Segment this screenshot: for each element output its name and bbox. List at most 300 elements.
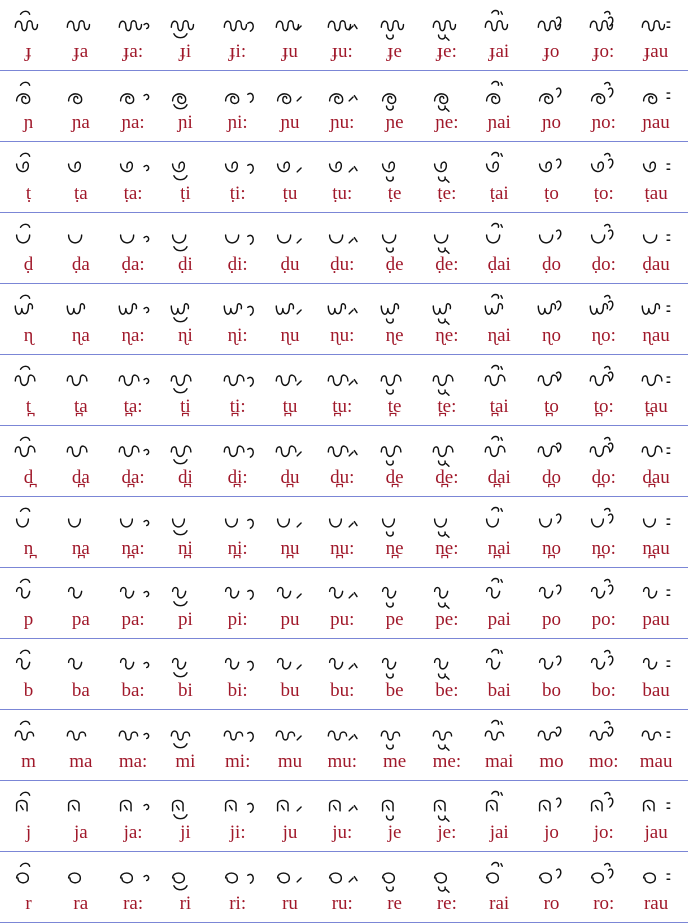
script-glyph-icon [54, 576, 107, 608]
script-glyph-icon [525, 647, 578, 679]
script-glyph-icon [420, 860, 473, 892]
syllable-cell [525, 284, 578, 354]
syllable-cell [316, 213, 369, 283]
transliteration-label: jo [544, 822, 559, 843]
syllable-cell [368, 568, 421, 638]
syllable-cell [211, 639, 264, 709]
transliteration-label: t̪e [387, 396, 402, 417]
transliteration-label: n̪e: [435, 538, 459, 559]
transliteration-label: ɳe: [435, 325, 459, 346]
transliteration-label: ɟai [489, 41, 510, 62]
transliteration-label: d̪e [385, 467, 404, 488]
syllable-cell [420, 426, 473, 496]
script-glyph-icon [577, 647, 630, 679]
syllable-cell [159, 781, 212, 851]
syllable-row [0, 213, 688, 284]
script-glyph-icon [159, 789, 212, 821]
transliteration-label: mi [175, 751, 196, 772]
script-glyph-icon [2, 860, 55, 892]
syllable-cell [107, 0, 160, 70]
syllable-cell [316, 781, 369, 851]
script-glyph-icon [107, 860, 160, 892]
script-glyph-icon [264, 789, 317, 821]
syllable-cell [577, 355, 630, 425]
script-glyph-icon [159, 221, 212, 253]
syllable-cell [54, 852, 107, 922]
transliteration-label: ḍo: [591, 254, 616, 275]
syllable-cell [211, 284, 264, 354]
syllable-cell [368, 852, 421, 922]
syllable-cell [420, 0, 473, 70]
syllable-cell [211, 852, 264, 922]
transliteration-label: ṭe: [437, 183, 457, 204]
transliteration-label: t̪e: [437, 396, 457, 417]
syllable-cell [211, 142, 264, 212]
syllable-cell [630, 781, 683, 851]
syllable-cell [264, 213, 317, 283]
transliteration-label: n̪o: [591, 538, 616, 559]
script-glyph-icon [577, 718, 630, 750]
script-glyph-icon [630, 718, 683, 750]
script-glyph-icon [159, 292, 212, 324]
script-glyph-icon [525, 221, 578, 253]
syllable-cell [630, 710, 683, 780]
syllable-cell [473, 213, 526, 283]
script-glyph-icon [2, 718, 55, 750]
transliteration-label: ja: [123, 822, 143, 843]
transliteration-label: n̪ai [487, 538, 511, 559]
syllable-row [0, 0, 688, 71]
transliteration-label: pu [280, 609, 300, 630]
transliteration-label: ṭo: [593, 183, 614, 204]
script-glyph-icon [525, 292, 578, 324]
transliteration-label: mai [484, 751, 514, 772]
script-glyph-icon [159, 8, 212, 40]
transliteration-label: d̪u: [330, 467, 355, 488]
syllable-cell [577, 497, 630, 567]
syllable-cell [630, 355, 683, 425]
script-glyph-icon [107, 292, 160, 324]
syllable-cell [473, 568, 526, 638]
script-glyph-icon [368, 718, 421, 750]
transliteration-label: pe [385, 609, 404, 630]
script-glyph-icon [211, 221, 264, 253]
syllable-cell [211, 355, 264, 425]
script-glyph-icon [264, 434, 317, 466]
transliteration-label: ṭa: [123, 183, 143, 204]
syllable-cell [368, 142, 421, 212]
script-glyph-icon [211, 860, 264, 892]
transliteration-label: ɲi [178, 112, 193, 133]
syllable-cell [2, 497, 55, 567]
syllable-cell [368, 710, 421, 780]
transliteration-label: ra [73, 893, 89, 914]
transliteration-label: ḍo [542, 254, 561, 275]
transliteration-label: ba [71, 680, 90, 701]
syllable-cell [2, 213, 55, 283]
script-glyph-icon [577, 434, 630, 466]
script-glyph-icon [630, 434, 683, 466]
transliteration-label: mu: [327, 751, 358, 772]
syllable-cell [577, 781, 630, 851]
syllable-cell [264, 142, 317, 212]
syllable-cell [577, 0, 630, 70]
syllable-cell [264, 710, 317, 780]
script-glyph-icon [316, 221, 369, 253]
script-glyph-icon [630, 505, 683, 537]
syllable-cell [159, 497, 212, 567]
script-glyph-icon [368, 79, 421, 111]
transliteration-label: t̪ai [489, 396, 509, 417]
syllable-cell [525, 781, 578, 851]
transliteration-label: ḍu: [330, 254, 355, 275]
script-glyph-icon [630, 292, 683, 324]
script-glyph-icon [159, 79, 212, 111]
transliteration-label: ṭ [25, 183, 32, 204]
script-glyph-icon [264, 221, 317, 253]
transliteration-label: t̪u [282, 396, 298, 417]
transliteration-label: ɳu [280, 325, 300, 346]
syllable-cell [159, 213, 212, 283]
syllable-cell [54, 497, 107, 567]
script-glyph-icon [159, 860, 212, 892]
syllable-cell [420, 852, 473, 922]
syllable-cell [54, 142, 107, 212]
syllable-cell [473, 142, 526, 212]
transliteration-label: ɟi: [229, 41, 247, 62]
script-glyph-icon [316, 434, 369, 466]
syllable-cell [107, 639, 160, 709]
script-glyph-icon [473, 647, 526, 679]
transliteration-label: ɳai [487, 325, 511, 346]
script-glyph-icon [630, 576, 683, 608]
syllable-cell [211, 781, 264, 851]
script-glyph-icon [316, 150, 369, 182]
transliteration-label: re [387, 893, 402, 914]
syllable-row [0, 781, 688, 852]
transliteration-label: ɟu [282, 41, 298, 62]
script-glyph-icon [473, 8, 526, 40]
script-glyph-icon [107, 150, 160, 182]
transliteration-label: d̪o: [591, 467, 616, 488]
script-glyph-icon [577, 505, 630, 537]
syllable-cell [316, 497, 369, 567]
syllable-cell [159, 568, 212, 638]
script-glyph-icon [211, 8, 264, 40]
transliteration-label: d̪ai [487, 467, 511, 488]
syllable-cell [368, 284, 421, 354]
syllable-cell [264, 568, 317, 638]
syllable-cell [264, 355, 317, 425]
script-glyph-icon [159, 576, 212, 608]
script-glyph-icon [420, 647, 473, 679]
transliteration-label: ɲo [542, 112, 561, 133]
script-glyph-icon [420, 8, 473, 40]
syllable-cell [2, 710, 55, 780]
syllable-cell [577, 710, 630, 780]
script-glyph-icon [264, 860, 317, 892]
syllable-row [0, 71, 688, 142]
transliteration-label: ɟe: [436, 41, 457, 62]
script-glyph-icon [473, 718, 526, 750]
transliteration-label: ṭo [544, 183, 559, 204]
script-glyph-icon [577, 292, 630, 324]
transliteration-label: je: [437, 822, 457, 843]
syllable-cell [630, 0, 683, 70]
script-glyph-icon [420, 221, 473, 253]
syllable-cell [473, 71, 526, 141]
syllable-cell [54, 710, 107, 780]
syllable-cell [107, 781, 160, 851]
syllable-cell [577, 426, 630, 496]
transliteration-label: d̪i [178, 467, 193, 488]
syllable-cell [525, 568, 578, 638]
transliteration-label: ju: [332, 822, 353, 843]
script-glyph-icon [264, 647, 317, 679]
syllable-cell [107, 213, 160, 283]
syllable-cell [473, 852, 526, 922]
syllable-cell [420, 568, 473, 638]
transliteration-label: d̪a [71, 467, 90, 488]
transliteration-label: d̪a: [121, 467, 145, 488]
syllable-cell [107, 426, 160, 496]
script-glyph-icon [420, 150, 473, 182]
transliteration-label: ṭu [282, 183, 298, 204]
script-glyph-icon [211, 434, 264, 466]
transliteration-label: ṭu: [332, 183, 353, 204]
transliteration-label: mu [277, 751, 303, 772]
transliteration-label: ba: [121, 680, 145, 701]
syllable-cell [211, 71, 264, 141]
syllable-cell [630, 568, 683, 638]
transliteration-label: ɟau [643, 41, 669, 62]
transliteration-label: ro [543, 893, 560, 914]
syllable-cell [316, 639, 369, 709]
transliteration-label: ṭi [180, 183, 191, 204]
script-glyph-icon [264, 292, 317, 324]
script-glyph-icon [316, 505, 369, 537]
transliteration-label: ɳa [71, 325, 90, 346]
syllable-cell [316, 355, 369, 425]
transliteration-label: t̪a: [123, 396, 143, 417]
script-glyph-icon [2, 576, 55, 608]
script-glyph-icon [211, 150, 264, 182]
script-glyph-icon [2, 789, 55, 821]
syllable-cell [630, 213, 683, 283]
transliteration-label: ɟa [73, 41, 89, 62]
script-glyph-icon [473, 150, 526, 182]
syllable-cell [420, 71, 473, 141]
script-glyph-icon [211, 718, 264, 750]
script-glyph-icon [316, 576, 369, 608]
transliteration-label: pe: [435, 609, 459, 630]
script-glyph-icon [2, 505, 55, 537]
script-glyph-icon [473, 292, 526, 324]
transliteration-label: mau [639, 751, 673, 772]
transliteration-label: ɳi: [227, 325, 248, 346]
syllable-cell [54, 284, 107, 354]
syllable-cell [264, 852, 317, 922]
script-glyph-icon [525, 718, 578, 750]
transliteration-label: ɟo [543, 41, 560, 62]
syllable-row [0, 639, 688, 710]
transliteration-label: ɳo: [591, 325, 616, 346]
transliteration-label: mi: [225, 751, 251, 772]
transliteration-label: t̪au [644, 396, 668, 417]
syllable-cell [2, 0, 55, 70]
script-glyph-icon [211, 789, 264, 821]
transliteration-label: ɳau [642, 325, 670, 346]
transliteration-label: ɲi: [227, 112, 248, 133]
syllable-cell [368, 0, 421, 70]
transliteration-label: ɟi [179, 41, 192, 62]
transliteration-label: jai [489, 822, 509, 843]
transliteration-label: ɲa: [121, 112, 145, 133]
syllable-cell [630, 852, 683, 922]
transliteration-label: pu: [330, 609, 355, 630]
transliteration-label: ja [73, 822, 88, 843]
transliteration-label: ɳ [23, 325, 34, 346]
script-glyph-icon [368, 860, 421, 892]
syllable-cell [54, 426, 107, 496]
script-glyph-icon [54, 363, 107, 395]
script-glyph-icon [630, 860, 683, 892]
transliteration-label: ṭai [489, 183, 509, 204]
transliteration-label: be: [435, 680, 459, 701]
transliteration-label: n̪ [23, 538, 34, 559]
transliteration-label: ḍi [178, 254, 193, 275]
script-glyph-icon [107, 647, 160, 679]
transliteration-label: jau [644, 822, 668, 843]
syllable-row [0, 355, 688, 426]
syllable-cell [159, 710, 212, 780]
script-glyph-icon [368, 647, 421, 679]
script-glyph-icon [2, 292, 55, 324]
syllable-cell [316, 568, 369, 638]
syllable-cell [420, 355, 473, 425]
syllable-cell [420, 284, 473, 354]
transliteration-label: ɟa: [123, 41, 144, 62]
syllable-cell [2, 568, 55, 638]
script-glyph-icon [420, 79, 473, 111]
transliteration-label: ɟu: [331, 41, 353, 62]
script-glyph-icon [54, 505, 107, 537]
syllable-cell [473, 284, 526, 354]
transliteration-label: bi [178, 680, 193, 701]
transliteration-label: pi: [227, 609, 248, 630]
transliteration-label: t̪o [544, 396, 559, 417]
transliteration-label: j [25, 822, 32, 843]
script-glyph-icon [159, 647, 212, 679]
transliteration-label: bu: [330, 680, 355, 701]
script-glyph-icon [54, 150, 107, 182]
script-glyph-icon [630, 647, 683, 679]
transliteration-label: n̪i: [227, 538, 248, 559]
transliteration-label: ɲa [71, 112, 90, 133]
transliteration-label: re: [436, 893, 457, 914]
script-glyph-icon [368, 221, 421, 253]
syllable-cell [107, 71, 160, 141]
syllable-cell [2, 284, 55, 354]
transliteration-label: ɲau [642, 112, 670, 133]
script-glyph-icon [525, 79, 578, 111]
script-glyph-icon [54, 221, 107, 253]
script-glyph-icon [2, 363, 55, 395]
syllable-cell [577, 852, 630, 922]
syllable-cell [525, 213, 578, 283]
transliteration-label: ju [282, 822, 298, 843]
syllable-cell [368, 497, 421, 567]
script-glyph-icon [316, 363, 369, 395]
script-glyph-icon [264, 576, 317, 608]
syllable-cell [211, 213, 264, 283]
transliteration-label: ɲu [280, 112, 300, 133]
syllable-cell [2, 71, 55, 141]
transliteration-label: ri [179, 893, 192, 914]
transliteration-label: ɟe [387, 41, 402, 62]
transliteration-label: t̪o: [593, 396, 614, 417]
syllable-cell [2, 852, 55, 922]
transliteration-label: n̪au [642, 538, 670, 559]
syllable-cell [159, 426, 212, 496]
syllable-cell [54, 781, 107, 851]
syllable-row [0, 142, 688, 213]
transliteration-label: ɲe [385, 112, 404, 133]
script-glyph-icon [107, 363, 160, 395]
syllable-cell [316, 142, 369, 212]
script-glyph-icon [107, 718, 160, 750]
syllable-cell [2, 355, 55, 425]
script-glyph-icon [368, 576, 421, 608]
transliteration-label: bo [542, 680, 561, 701]
transliteration-label: d̪i: [227, 467, 248, 488]
script-glyph-icon [54, 8, 107, 40]
script-glyph-icon [2, 647, 55, 679]
transliteration-label: rau [643, 893, 669, 914]
transliteration-label: be [385, 680, 404, 701]
script-glyph-icon [264, 79, 317, 111]
transliteration-label: bo: [591, 680, 616, 701]
syllable-cell [264, 0, 317, 70]
syllable-cell [630, 71, 683, 141]
transliteration-label: m [21, 751, 36, 772]
transliteration-label: ḍe [385, 254, 404, 275]
transliteration-label: d̪o [542, 467, 561, 488]
syllable-cell [159, 142, 212, 212]
syllable-cell [577, 71, 630, 141]
syllable-cell [107, 568, 160, 638]
syllable-row [0, 852, 688, 923]
script-glyph-icon [420, 789, 473, 821]
transliteration-label: bau [642, 680, 670, 701]
transliteration-label: bai [487, 680, 511, 701]
syllable-cell [54, 213, 107, 283]
transliteration-label: ɲo: [591, 112, 616, 133]
transliteration-label: ru [282, 893, 298, 914]
syllable-cell [368, 355, 421, 425]
script-glyph-icon [107, 8, 160, 40]
transliteration-label: pai [487, 609, 511, 630]
script-glyph-icon [577, 8, 630, 40]
syllable-cell [630, 426, 683, 496]
syllable-cell [107, 355, 160, 425]
transliteration-label: r [25, 893, 32, 914]
script-glyph-icon [2, 8, 55, 40]
transliteration-label: ri: [229, 893, 247, 914]
syllable-cell [54, 568, 107, 638]
syllable-row [0, 426, 688, 497]
script-glyph-icon [159, 505, 212, 537]
